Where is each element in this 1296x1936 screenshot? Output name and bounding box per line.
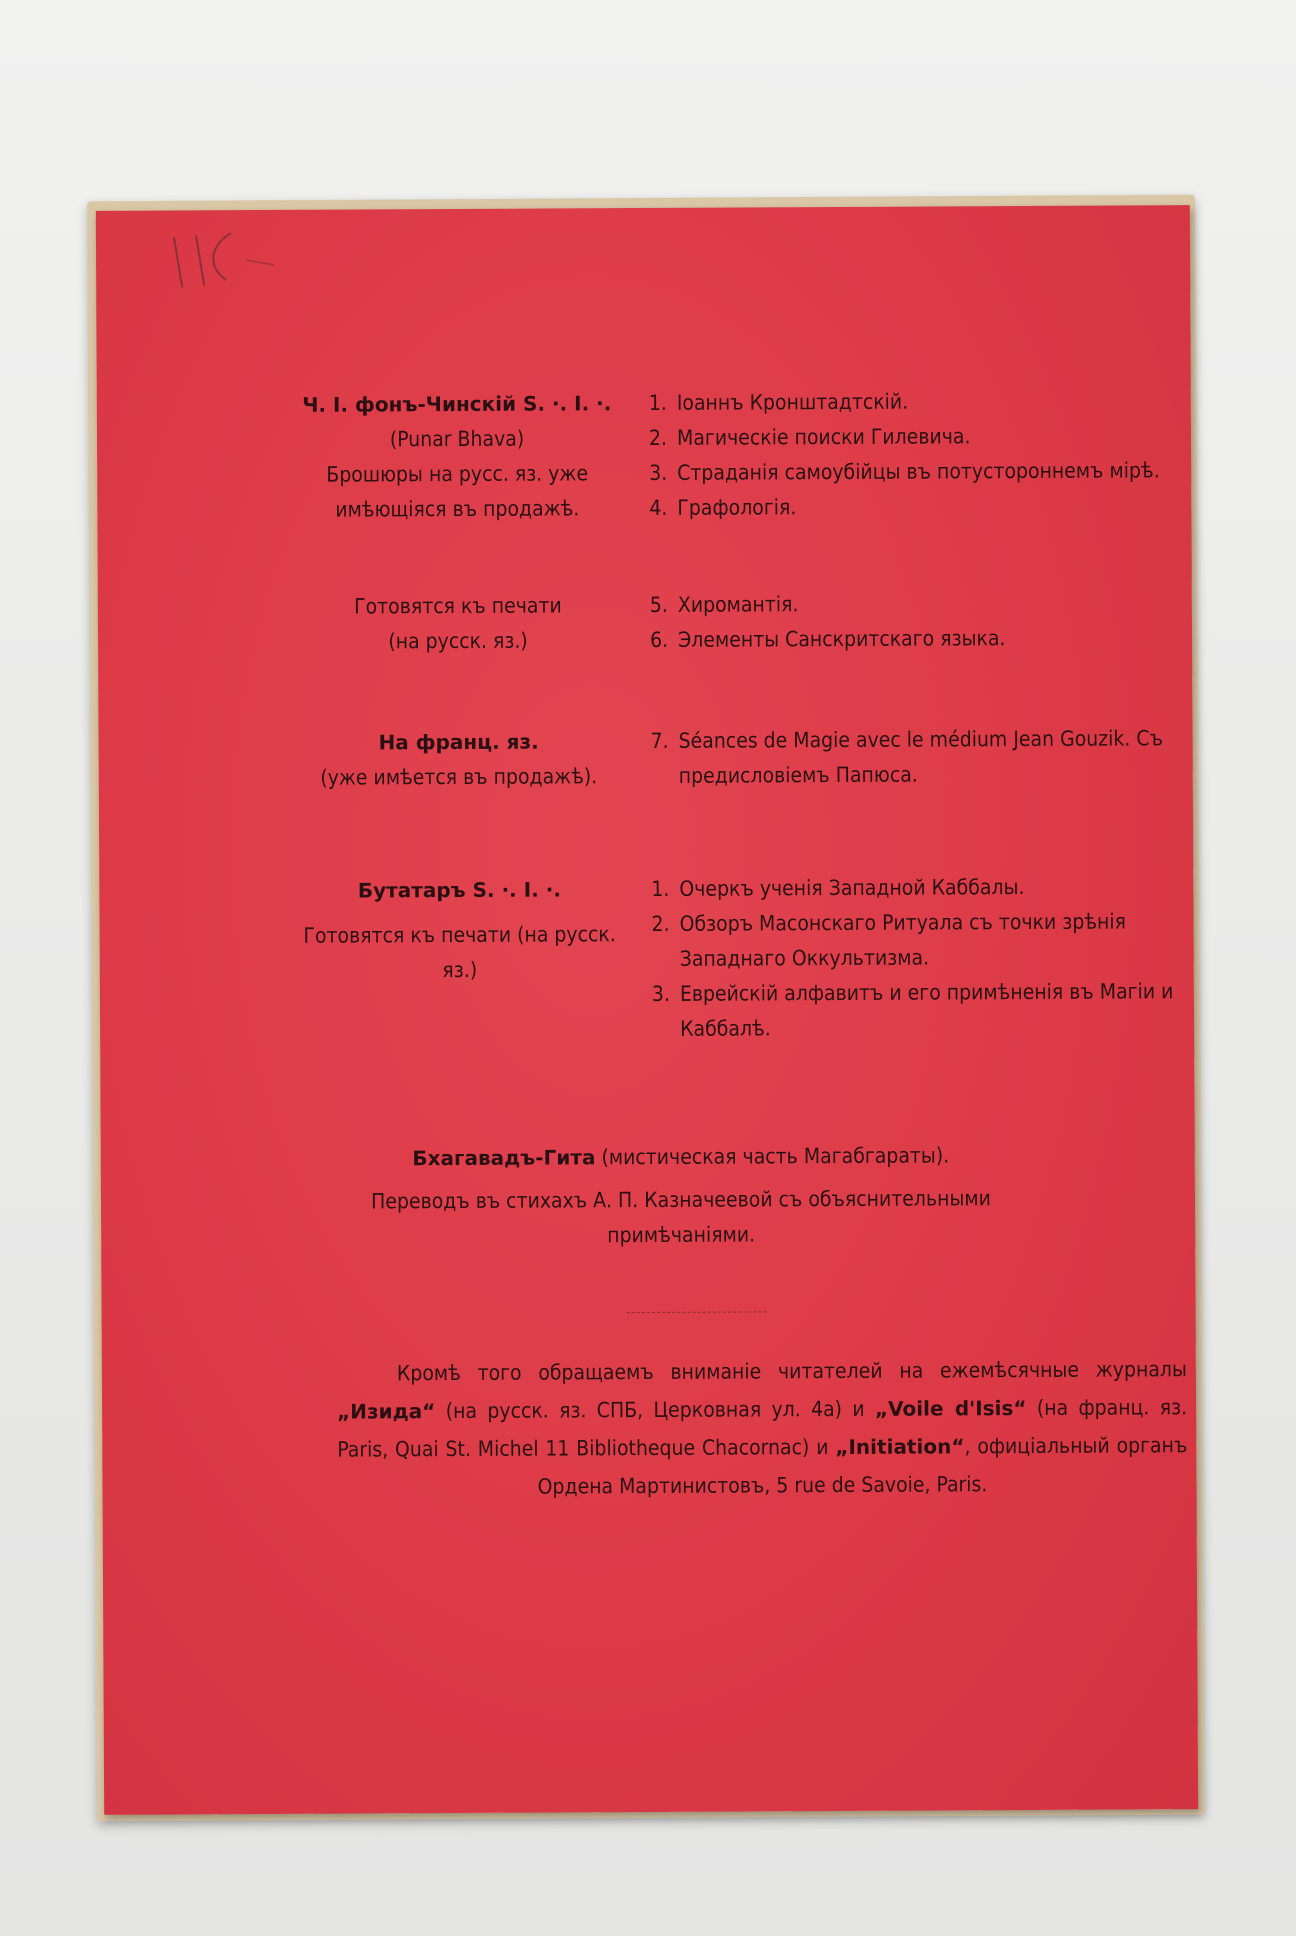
author-name: Бутатаръ S. ·. I. ·. (357, 877, 561, 903)
prep-block (298, 588, 618, 660)
french-heading: На франц. яз. (378, 729, 539, 755)
author-note: Брошюры на русс. яз. уже имѣющіяся въ продажѣ. (326, 461, 589, 522)
section-divider (627, 1311, 767, 1313)
publication-list (639, 721, 1179, 794)
section-butatar (99, 869, 1193, 1041)
journal-voile-isis: „Voile d'Isis“ (874, 1396, 1027, 1421)
author-alias: (Punar Bhava) (389, 426, 525, 452)
list-item: 1. Очеркъ ученія Западной Каббалы. (651, 875, 1025, 901)
author-name: Ч. I. фонъ-Чинскій S. ·. I. ·. (302, 391, 612, 417)
list-item: 1. Іоаннъ Кронштадтскій. (648, 389, 909, 415)
prep-heading: Готовятся къ печати (353, 593, 562, 619)
gita-block (321, 1138, 1042, 1255)
list-item: 6. Элементы Санскритскаго языка. (649, 626, 1006, 652)
publication-list (638, 585, 1178, 658)
gita-subtitle: (мистическая часть Магабгараты). (601, 1143, 950, 1170)
prep-lang: (на русск. яз.) (388, 628, 528, 654)
gita-title: Бхагавадъ-Гита (412, 1145, 596, 1171)
list-item: 7. Séances de Magie avec le médium Jean Gouzik. Съ предисловіемъ Папюса. (650, 726, 1163, 788)
section-in-preparation (98, 585, 1192, 654)
author-block-butatar (299, 872, 620, 989)
author-note: Готовятся къ печати (на русск. яз.) (303, 922, 616, 983)
gita-translation: Переводъ въ стихахъ А. П. Казначеевой съ объяснительными примѣчаніями. (371, 1186, 991, 1248)
publication-list (639, 869, 1180, 1047)
list-item: 3. Еврейскій алфавитъ и его примѣненія въ Магіи и Каббалѣ. (651, 979, 1174, 1041)
journal-initiation: „Initiation“ (835, 1434, 965, 1460)
journal-izida: „Изида“ (337, 1399, 436, 1424)
list-item: 4. Графологія. (649, 495, 797, 520)
publication-list (637, 383, 1178, 526)
list-item: 2. Магическіе поиски Гилевича. (648, 424, 971, 450)
gita-heading-line (321, 1138, 1041, 1177)
pencil-mark-icon (156, 225, 276, 296)
author-block-chinsky (297, 386, 618, 528)
list-item: 5. Хиромантія. (649, 592, 799, 617)
french-block (299, 724, 619, 796)
booklet-back-cover (96, 205, 1198, 1815)
list-item: 2. Обзоръ Масонскаго Ритуала съ точки зрѣнія Западнаго Оккультизма. (651, 909, 1127, 971)
section-chinsky-brochures (97, 383, 1191, 522)
journals-notice: Кромѣ того обращаемъ вниманіе читателей на ежемѣсячные журналы „Изида“ (на русск. яз. СПБ, Церковная ул. 4а) и „Voile d'Isis“ (на франц. яз. Paris, Quai St. Michel 11 Bibliotheque Chacornac) и „Initiation“, офиціальный органъ Ордена Мартинистовъ, 5 rue de Savoie, Paris. (337, 1357, 1188, 1499)
section-french (99, 721, 1193, 790)
list-item: 3. Страданія самоубійцы въ потустороннемъ мірѣ. (649, 458, 1160, 485)
french-note: (уже имѣется въ продажѣ). (320, 764, 598, 790)
